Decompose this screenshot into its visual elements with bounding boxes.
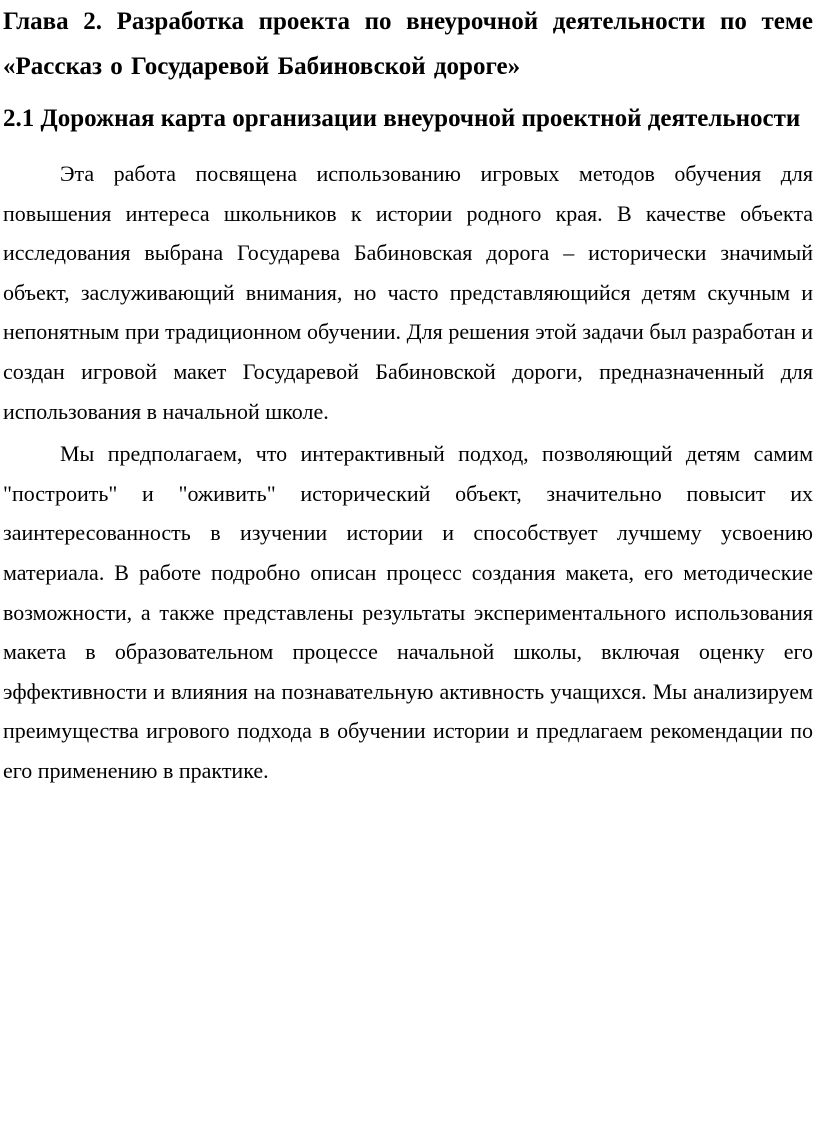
body-paragraph-2: Мы предполагаем, что интерактивный подход, позволяющий детям самим "построить" и "оживить" исторический объект, значительно повысит их заинтересованность в изучении истории и способствует лучшему усвоению материала. В работе подробно описан процесс создания макета, его методические возможности, а также представлены результаты экспериментального использования макета в образовательном процессе начальной школы, включая оценку его эффективности и влияния на познавательную активность учащихся. Мы анализируем преимущества игрового подхода в обучении истории и предлагаем рекомендации по его применению в практике. (3, 441, 813, 783)
body-paragraph-1: Эта работа посвящена использованию игровых методов обучения для повышения интереса школьников к истории родного края. В качестве объекта исследования выбрана Государева Бабиновская дорога – исторически значимый объект, заслуживающий внимания, но часто представляющийся детям скучным и непонятным при традиционном обучении. Для решения этой задачи был разработан и создан игровой макет Государевой Бабиновской дороги, предназначенный для использования в начальной школе. (3, 161, 813, 424)
document-page (3, 0, 813, 791)
section-title: 2.1 Дорожная карта организации внеурочной проектной деятельности (3, 105, 801, 132)
chapter-title: Глава 2. Разработка проекта по внеурочной деятельности по теме «Рассказ о Государевой Бабиновской дороге» (3, 8, 813, 80)
